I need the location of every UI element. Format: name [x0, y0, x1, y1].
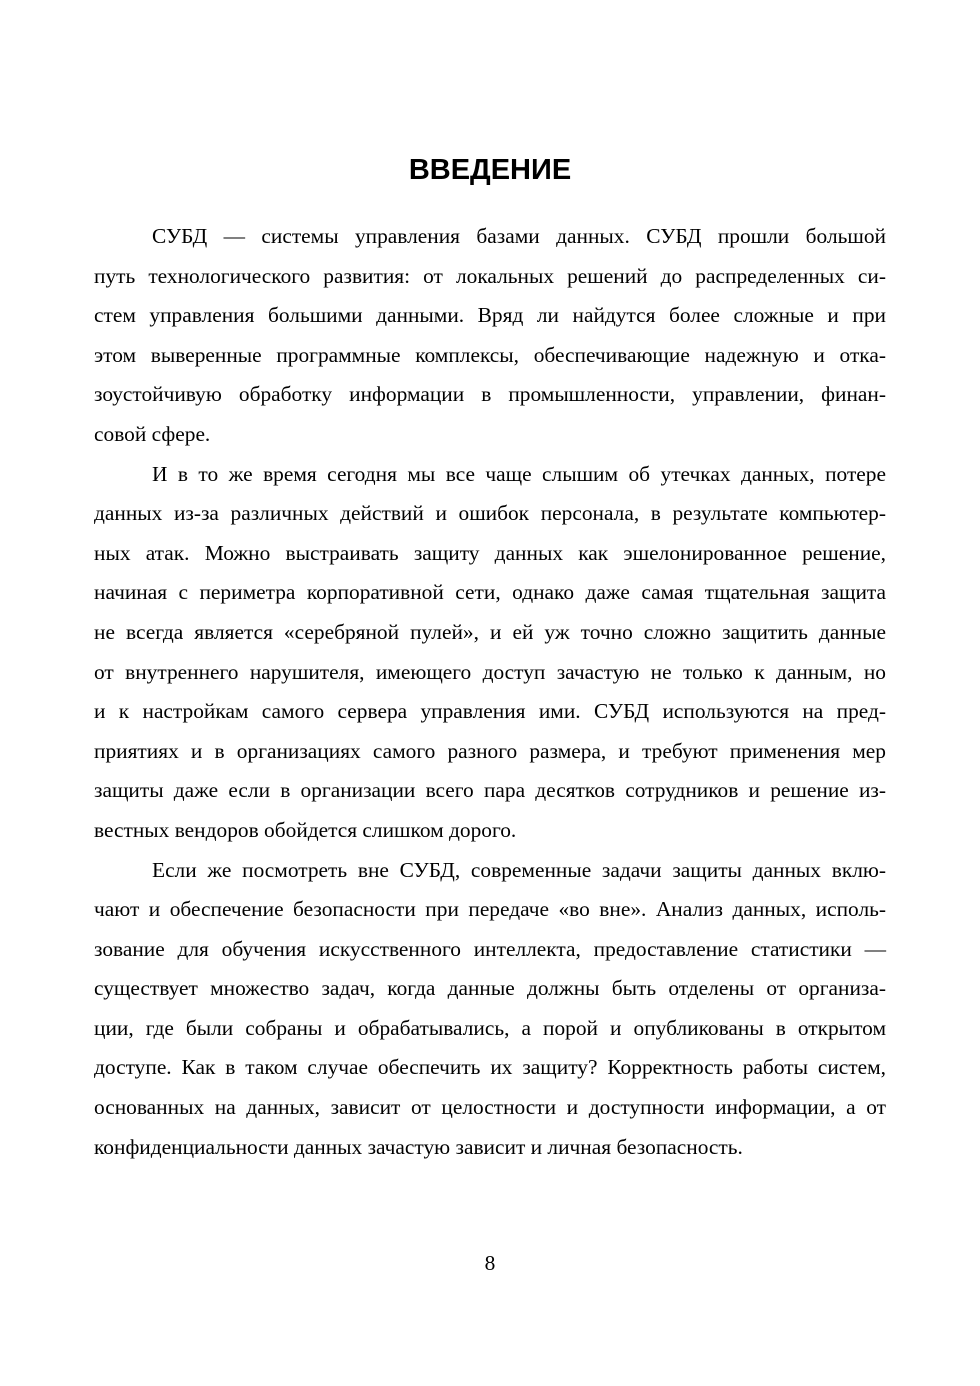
paragraph-3 [94, 851, 886, 1168]
paragraph-line: не всегда является «серебряной пулей», и ей уж точно сложно защитить данные [94, 619, 886, 644]
chapter-heading: ВВЕДЕНИЕ [408, 154, 572, 186]
body-text [94, 217, 886, 1167]
paragraph-line: СУБД — системы управления базами данных. СУБД прошли большой [152, 224, 886, 248]
paragraph-line: зоустойчивую обработку информации в промышленности, управлении, финан- [94, 382, 886, 407]
paragraph-line: защиты даже если в организации всего пара десятков сотрудников и решение из- [94, 778, 886, 803]
paragraph-line: чают и обеспечение безопасности при передаче «во вне». Анализ данных, исполь- [94, 897, 886, 922]
paragraph-line: конфиденциальности данных зачастую зависит и личная безопасность. [94, 1134, 743, 1159]
paragraph-line: данных из-за различных действий и ошибок персонала, в результате компьютер- [94, 501, 886, 526]
paragraph-line: доступе. Как в таком случае обеспечить их защиту? Корректность работы систем, [94, 1055, 886, 1080]
paragraph-1 [94, 217, 886, 455]
paragraph-line: И в то же время сегодня мы все чаще слышим об утечках данных, потере [152, 461, 886, 486]
paragraph-line: начиная с периметра корпоративной сети, однако даже самая тщательная защита [94, 580, 886, 605]
paragraph-2 [94, 455, 886, 851]
paragraph-line: стем управления большими данными. Вряд ли найдутся более сложные и при [94, 303, 886, 328]
paragraph-line: приятиях и в организациях самого разного размера, и требуют применения мер [94, 738, 886, 763]
paragraph-line: совой сфере. [94, 421, 211, 446]
paragraph-line: существует множество задач, когда данные должны быть отделены от организа- [94, 976, 886, 1001]
paragraph-line: ции, где были собраны и обрабатывались, а порой и опубликованы в открытом [94, 1015, 886, 1040]
paragraph-line: путь технологического развития: от локальных решений до распределенных си- [94, 263, 886, 288]
paragraph-line: этом выверенные программные комплексы, обеспечивающие надежную и отка- [94, 342, 886, 367]
paragraph-line: зование для обучения искусственного интеллекта, предоставление статистики — [94, 936, 886, 961]
paragraph-line: и к настройкам самого сервера управления ими. СУБД используются на пред- [94, 699, 886, 724]
page-number: 8 [484, 1251, 496, 1275]
paragraph-line: ных атак. Можно выстраивать защиту данных как эшелонированное решение, [94, 540, 886, 565]
paragraph-line: от внутреннего нарушителя, имеющего доступ зачастую не только к данным, но [94, 659, 886, 684]
paragraph-line: Если же посмотреть вне СУБД, современные задачи защиты данных вклю- [152, 857, 886, 882]
paragraph-line: вестных вендоров обойдется слишком дорого. [94, 817, 517, 842]
paragraph-line: основанных на данных, зависит от целостности и доступности информации, а от [94, 1095, 886, 1120]
